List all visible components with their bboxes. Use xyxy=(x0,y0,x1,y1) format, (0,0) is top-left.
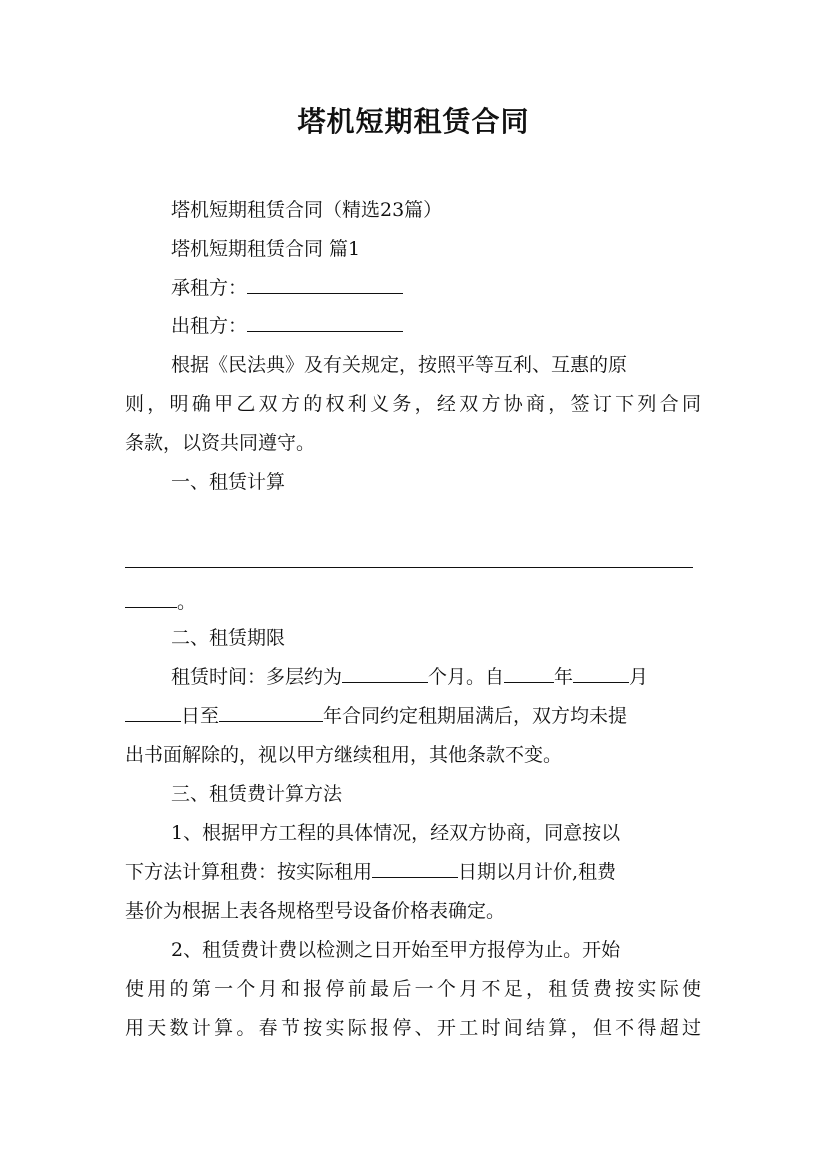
lessor-line xyxy=(171,307,751,345)
term-line-3: 出书面解除的，视以甲方继续租用，其他条款不变。 xyxy=(125,744,563,766)
rental-calc-blank-rule xyxy=(125,567,693,568)
clause1-rental-blank xyxy=(372,859,458,878)
document-title: 塔机短期租赁合同 xyxy=(297,105,530,138)
term-line-1 xyxy=(171,658,751,696)
section1-heading: 一、租赁计算 xyxy=(171,471,286,493)
term-text-c: 年 xyxy=(554,666,574,688)
intro-line-3: 条款，以资共同遵守。 xyxy=(125,432,316,454)
term-text-b: 个月。自 xyxy=(428,666,505,688)
term-months-blank xyxy=(342,664,428,683)
term-text-d: 月 xyxy=(629,666,649,688)
term-end-blank xyxy=(219,703,323,722)
rental-calc-end-line xyxy=(125,583,705,621)
intro-line-2: 则，明确甲乙双方的权利义务，经双方协商，签订下列合同 xyxy=(125,393,701,415)
rental-calc-end: 。 xyxy=(177,591,197,613)
term-text-a: 租赁时间：多层约为 xyxy=(171,666,343,688)
lessor-label: 出租方： xyxy=(171,315,248,337)
clause2-line-2: 使用的第一个月和报停前最后一个月不足，租赁费按实际使 xyxy=(125,978,701,1000)
rental-calc-blank-short xyxy=(125,589,177,608)
clause2-line-3: 用天数计算。春节按实际报停、开工时间结算，但不得超过 xyxy=(125,1017,701,1039)
clause1-text-a: 下方法计算租费：按实际租用 xyxy=(125,861,373,883)
clause1-text-b: 日期以月计价,租费 xyxy=(458,861,617,883)
section3-heading: 三、租赁费计算方法 xyxy=(171,783,343,805)
term-text-e: 日至 xyxy=(181,705,220,727)
section2-heading: 二、租赁期限 xyxy=(171,627,286,649)
lessee-line xyxy=(171,269,751,307)
term-text-f: 年合同约定租期届满后，双方均未提 xyxy=(323,705,628,727)
intro-line-1: 根据《民法典》及有关规定，按照平等互利、互惠的原 xyxy=(171,354,628,376)
clause1-line-2 xyxy=(125,853,705,891)
clause1-line-1: 1、根据甲方工程的具体情况，经双方协商，同意按以 xyxy=(171,822,621,844)
clause1-line-3: 基价为根据上表各规格型号设备价格表确定。 xyxy=(125,900,506,922)
term-line-2 xyxy=(125,697,705,735)
lessee-label: 承租方： xyxy=(171,277,248,299)
section-heading: 塔机短期租赁合同 篇1 xyxy=(171,238,361,260)
term-year-blank xyxy=(504,664,554,683)
clause2-line-1: 2、租赁费计费以检测之日开始至甲方报停为止。开始 xyxy=(171,939,621,961)
document-subtitle: 塔机短期租赁合同（精选23篇） xyxy=(171,199,443,221)
term-day-blank xyxy=(125,703,181,722)
lessor-blank xyxy=(247,313,403,332)
term-month-blank xyxy=(573,664,629,683)
lessee-blank xyxy=(247,275,403,294)
